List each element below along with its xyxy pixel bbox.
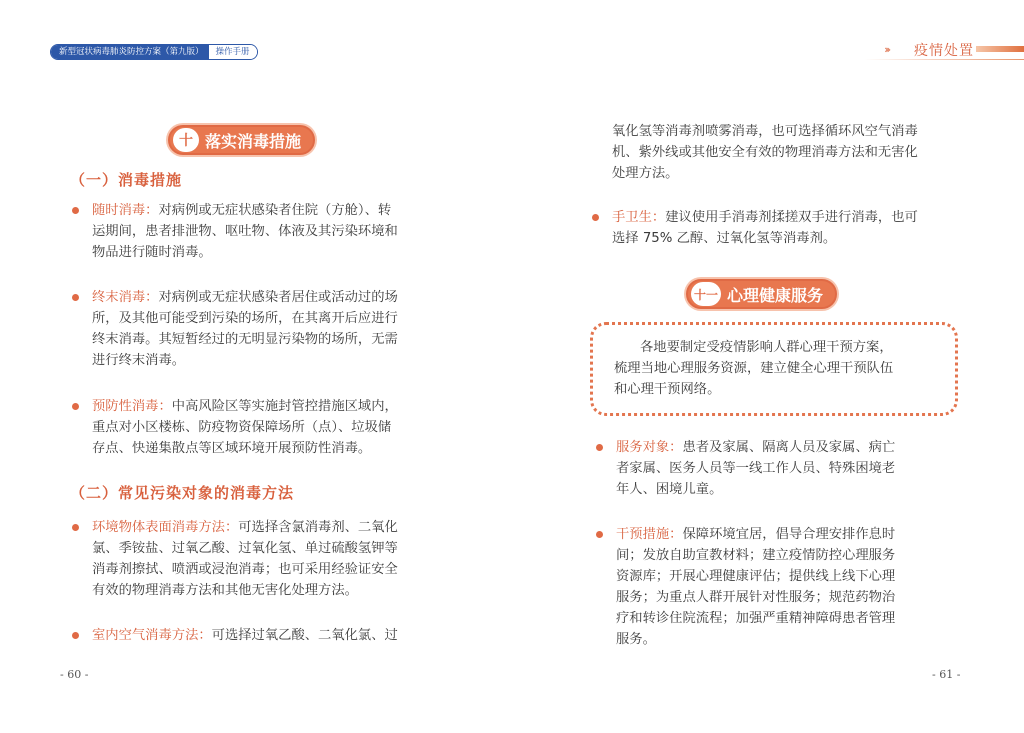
- page-number: - 61 -: [932, 668, 961, 681]
- list-item: 预防性消毒：中高风险区等实施封管控措施区域内， 重点对小区楼栋、防疫物资保障场所（点）、垃圾储 存点、快递集散点等区域环境开展预防性消毒。: [92, 396, 452, 459]
- item-term: 服务对象：: [616, 440, 683, 455]
- list-item: 终末消毒：对病例或无症状感染者居住或活动过的场 所，及其他可能受到污染的场所，在其离开后应进行 终末消毒。其短暂经过的无明显污染物的场所，无需 进行终末消毒。: [92, 287, 452, 371]
- section-header-mental-health: [686, 279, 837, 309]
- chapter-title: 疫情处置: [914, 43, 974, 59]
- list-item: 环境物体表面消毒方法：可选择含氯消毒剂、二氧化 氯、季铵盐、过氧乙酸、过氧化氢、单过硫酸氢钾等 消毒剂擦拭、喷洒或浸泡消毒；也可采用经验证安全 有效的物理消毒方法和其他无害化处理方法。: [92, 517, 452, 601]
- subheading-disinfection-measures: （一）消毒措施: [70, 171, 183, 189]
- section-badge: 十: [173, 128, 199, 152]
- item-term: 预防性消毒：: [92, 399, 172, 414]
- section-title: 心理健康服务: [727, 285, 824, 305]
- bullet-dot: [72, 524, 79, 531]
- header-divider: [864, 59, 1024, 60]
- list-item: 室内空气消毒方法：可选择过氧乙酸、二氧化氯、过: [92, 625, 452, 646]
- continuation-paragraph: 氧化氢等消毒剂喷雾消毒，也可选择循环风空气消毒 机、紫外线或其他安全有效的物理消毒方法和无害化 处理方法。: [612, 124, 918, 181]
- bullet-dot: [596, 531, 603, 538]
- bullet-dot: [72, 403, 79, 410]
- header-accent-bar: [976, 46, 1024, 52]
- book-tag: 操作手册: [209, 45, 257, 59]
- right-page: [512, 0, 1024, 733]
- item-term: 室内空气消毒方法：: [92, 628, 212, 643]
- list-item: 随时消毒：对病例或无症状感染者住院（方舱）、转 运期间，患者排泄物、呕吐物、体液及其污染环境和 物品进行随时消毒。: [92, 200, 452, 263]
- section-header-disinfection: [168, 125, 315, 155]
- subheading-disinfection-methods: （二）常见污染对象的消毒方法: [70, 484, 295, 502]
- page-number: - 60 -: [60, 668, 89, 681]
- item-term: 随时消毒：: [92, 203, 159, 218]
- item-term: 环境物体表面消毒方法：: [92, 520, 239, 535]
- list-item: 手卫生：建议使用手消毒剂揉搓双手进行消毒，也可 选择 75% 乙醇、过氧化氢等消毒剂。: [612, 207, 972, 249]
- section-badge: 十一: [691, 282, 721, 306]
- bullet-dot: [72, 294, 79, 301]
- item-term: 手卫生：: [612, 210, 666, 225]
- section-title: 落实消毒措施: [205, 131, 302, 151]
- callout-text: 各地要制定受疫情影响人群心理干预方案， 梳理当地心理服务资源，建立健全心理干预队伍 和心理干预网络。: [614, 340, 894, 397]
- chapter-header: [864, 38, 1024, 62]
- book-header: [50, 44, 258, 60]
- bullet-dot: [72, 632, 79, 639]
- book-title: 新型冠状病毒肺炎防控方案（第九版）: [51, 45, 209, 59]
- chevron-right-icon: ›››: [884, 43, 889, 56]
- bullet-dot: [596, 444, 603, 451]
- bullet-dot: [72, 207, 79, 214]
- list-item: 服务对象：患者及家属、隔离人员及家属、病亡 者家属、医务人员等一线工作人员、特殊困境老 年人、困境儿童。: [616, 437, 976, 500]
- item-term: 终末消毒：: [92, 290, 159, 305]
- list-item: 干预措施：保障环境宜居，倡导合理安排作息时 间；发放自助宣教材料；建立疫情防控心理服务 资源库；开展心理健康评估；提供线上线下心理 服务；为重点人群开展针对性服务；规范药物治 疗和转诊住院流程；加强严重精神障碍患者管理 服务。: [616, 524, 976, 650]
- bullet-dot: [592, 214, 599, 221]
- item-term: 干预措施：: [616, 527, 683, 542]
